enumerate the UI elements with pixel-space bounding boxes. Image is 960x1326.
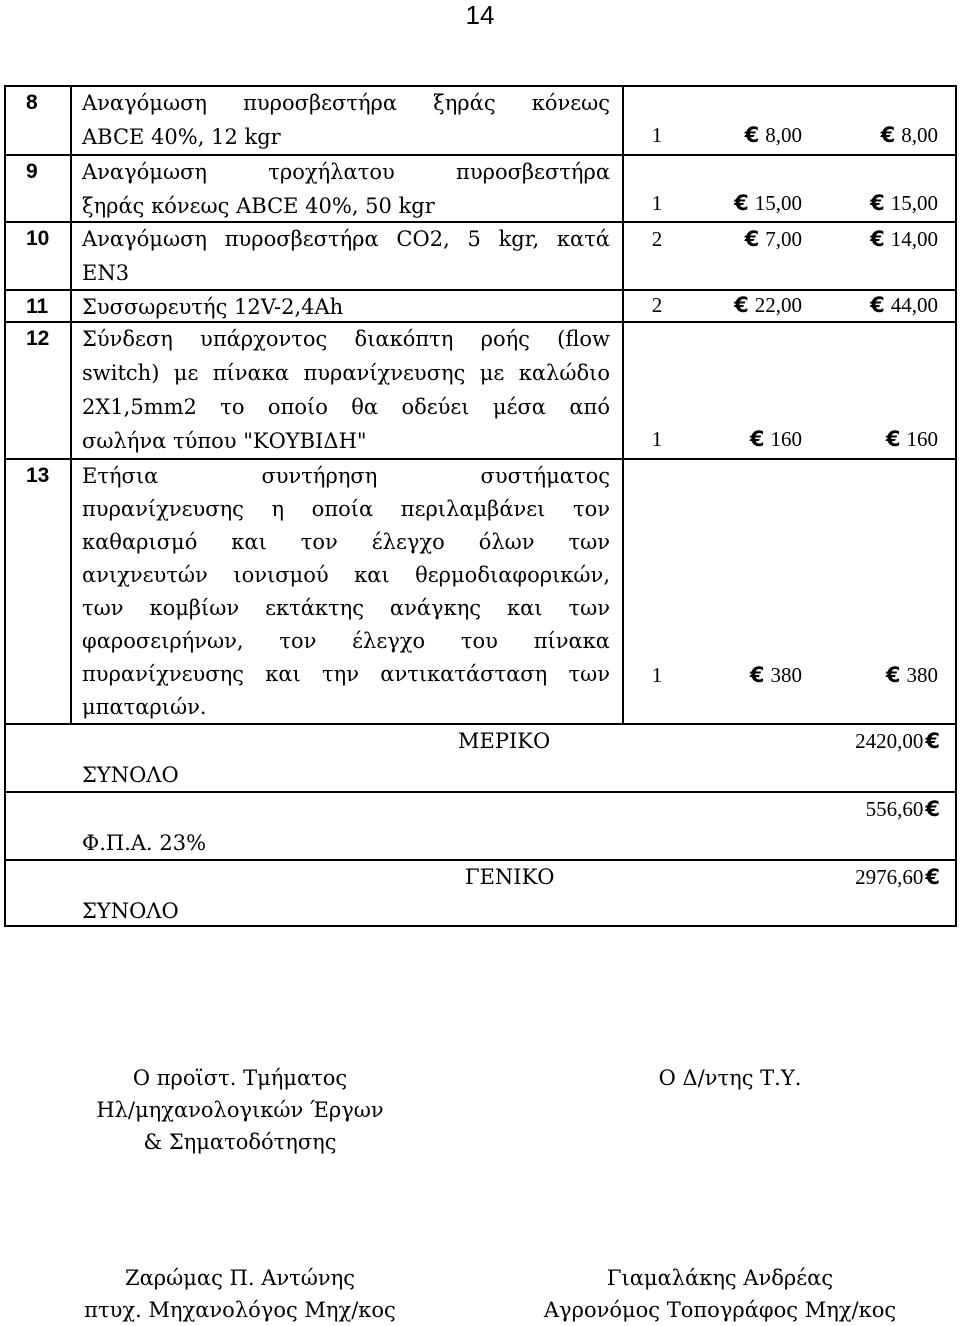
item-description-line: Αναγόμωση πυροσβεστήρα ξηράς κόνεως xyxy=(82,91,610,115)
left-name-line: πτυχ. Μηχανολόγος Μηχ/κος xyxy=(84,1298,396,1322)
euro-symbol: € xyxy=(749,427,765,451)
right-signatory-title: Ο Δ/ντης Τ.Υ. xyxy=(658,1066,802,1090)
sum-label: ΣΥΝΟΛΟ xyxy=(82,899,179,923)
item-total xyxy=(820,190,938,216)
amount: 2976,60 xyxy=(855,865,924,889)
total-value: 15,00 xyxy=(890,191,938,215)
item-unit-price xyxy=(700,426,802,452)
item-description-line: switch) με πίνακα πυρανίχνευσης με καλώδιο xyxy=(82,361,610,385)
vat-label: Φ.Π.Α. 23% xyxy=(82,831,207,855)
right-signatory-name xyxy=(500,1262,940,1326)
euro-symbol: € xyxy=(744,123,760,147)
euro-symbol: € xyxy=(870,227,885,251)
item-number: 8 xyxy=(26,91,38,114)
item-description-line: Αναγόμωση πυροσβεστήρα CO2, 5 kgr, κατά xyxy=(82,227,610,251)
item-quantity: 1 xyxy=(651,191,663,215)
left-name-line: Ζαρώμας Π. Αντώνης xyxy=(125,1266,355,1290)
item-total xyxy=(820,662,938,688)
amount: 556,60 xyxy=(865,797,924,821)
partial-total-value xyxy=(760,728,940,754)
table-rule xyxy=(4,289,957,291)
item-description-line: ξηράς κόνεως ABCE 40%, 50 kgr xyxy=(82,194,435,218)
item-description-line: 2X1,5mm2 το οποίο θα οδεύει μέσα από xyxy=(82,395,610,419)
total-value: 160 xyxy=(906,427,938,451)
left-title-line: Ηλ/μηχανολογικών Έργων xyxy=(96,1098,384,1122)
unit-price-value: 7,00 xyxy=(765,227,802,251)
euro-symbol: € xyxy=(885,427,901,451)
item-description-line: ABCE 40%, 12 kgr xyxy=(82,125,281,149)
item-description-line: σωλήνα τύπου "ΚΟΥΒΙΔΗ" xyxy=(82,429,367,453)
item-description-line: Συσσωρευτής 12V-2,4Ah xyxy=(82,295,344,319)
item-description-line: ανιχνευτών ιονισμού και θερμοδιαφορικών, xyxy=(82,563,610,587)
table-rule xyxy=(4,723,957,725)
item-description-line: μπαταριών. xyxy=(82,695,207,719)
item-quantity: 1 xyxy=(651,427,663,451)
column-divider xyxy=(70,85,72,725)
table-rule xyxy=(4,154,957,156)
item-unit-price xyxy=(700,122,802,148)
right-name-line: Αγρονόμος Τοπογράφος Μηχ/κος xyxy=(543,1298,897,1322)
item-quantity: 1 xyxy=(651,123,663,147)
item-unit-price xyxy=(700,226,802,252)
table-rule xyxy=(4,321,957,323)
left-signatory-name xyxy=(40,1262,440,1326)
table-rule xyxy=(4,221,957,223)
item-description-line: Ετήσια συντήρηση συστήματος xyxy=(82,464,610,488)
item-number: 13 xyxy=(26,464,50,487)
table-rule xyxy=(4,458,957,460)
item-description-line: των κομβίων εκτάκτης ανάγκης και των xyxy=(82,596,610,620)
euro-symbol: € xyxy=(925,729,940,753)
item-unit-price xyxy=(700,190,802,216)
unit-price-value: 8,00 xyxy=(765,123,802,147)
table-rule xyxy=(4,925,957,927)
unit-price-value: 22,00 xyxy=(754,293,802,317)
unit-price-value: 15,00 xyxy=(754,191,802,215)
item-total xyxy=(820,426,938,452)
page-number: 14 xyxy=(465,0,495,30)
table-rule xyxy=(4,85,957,87)
item-description-line: Αναγόμωση τροχήλατου πυροσβεστήρα xyxy=(82,160,610,184)
euro-symbol: € xyxy=(880,123,896,147)
unit-price-value: 160 xyxy=(770,427,802,451)
sum-label: ΣΥΝΟΛΟ xyxy=(82,763,179,787)
left-title-line: & Σηματοδότησης xyxy=(143,1130,337,1154)
general-label: ΓΕΝΙΚΟ xyxy=(465,865,555,889)
total-value: 44,00 xyxy=(890,293,938,317)
euro-symbol: € xyxy=(734,293,749,317)
item-description-line: καθαρισμό και τον έλεγχο όλων των xyxy=(82,530,610,554)
partial-label: ΜΕΡΙΚΟ xyxy=(458,729,551,753)
euro-symbol: € xyxy=(925,865,940,889)
right-name-line: Γιαμαλάκης Ανδρέας xyxy=(606,1266,834,1290)
table-border xyxy=(4,85,6,927)
table-rule xyxy=(4,859,957,861)
column-divider xyxy=(622,85,624,725)
total-value: 8,00 xyxy=(901,123,938,147)
item-number: 10 xyxy=(26,227,50,250)
item-total xyxy=(820,122,938,148)
left-signatory-title xyxy=(60,1062,420,1158)
euro-symbol: € xyxy=(870,191,885,215)
table-rule xyxy=(4,791,957,793)
total-value: 380 xyxy=(906,663,938,687)
item-quantity: 2 xyxy=(651,227,663,251)
item-number: 11 xyxy=(26,295,49,318)
total-value: 14,00 xyxy=(890,227,938,251)
unit-price-value: 380 xyxy=(770,663,802,687)
item-total xyxy=(820,226,938,252)
vat-value xyxy=(760,796,940,822)
euro-symbol: € xyxy=(870,293,885,317)
amount: 2420,00 xyxy=(855,729,924,753)
general-total-value xyxy=(760,864,940,890)
euro-symbol: € xyxy=(734,191,749,215)
item-quantity: 2 xyxy=(651,293,663,317)
item-unit-price xyxy=(700,292,802,318)
item-unit-price xyxy=(700,662,802,688)
item-description-line: φαροσειρήνων, τον έλεγχο του πίνακα xyxy=(82,629,610,653)
euro-symbol: € xyxy=(925,797,940,821)
item-number: 12 xyxy=(26,327,50,350)
item-number: 9 xyxy=(26,160,38,183)
item-description-line: EN3 xyxy=(82,261,130,285)
item-description-line: πυρανίχνευσης και την αντικατάσταση των xyxy=(82,662,610,686)
table-border xyxy=(955,85,957,927)
euro-symbol: € xyxy=(885,663,901,687)
euro-symbol: € xyxy=(744,227,760,251)
euro-symbol: € xyxy=(749,663,765,687)
item-total xyxy=(820,292,938,318)
item-description-line: πυρανίχνευσης η οποία περιλαμβάνει τον xyxy=(82,497,610,521)
item-description-line: Σύνδεση υπάρχοντος διακόπτη ροής (flow xyxy=(82,327,610,351)
left-title-line: Ο προϊστ. Τμήματος xyxy=(132,1066,348,1090)
item-quantity: 1 xyxy=(651,663,663,687)
